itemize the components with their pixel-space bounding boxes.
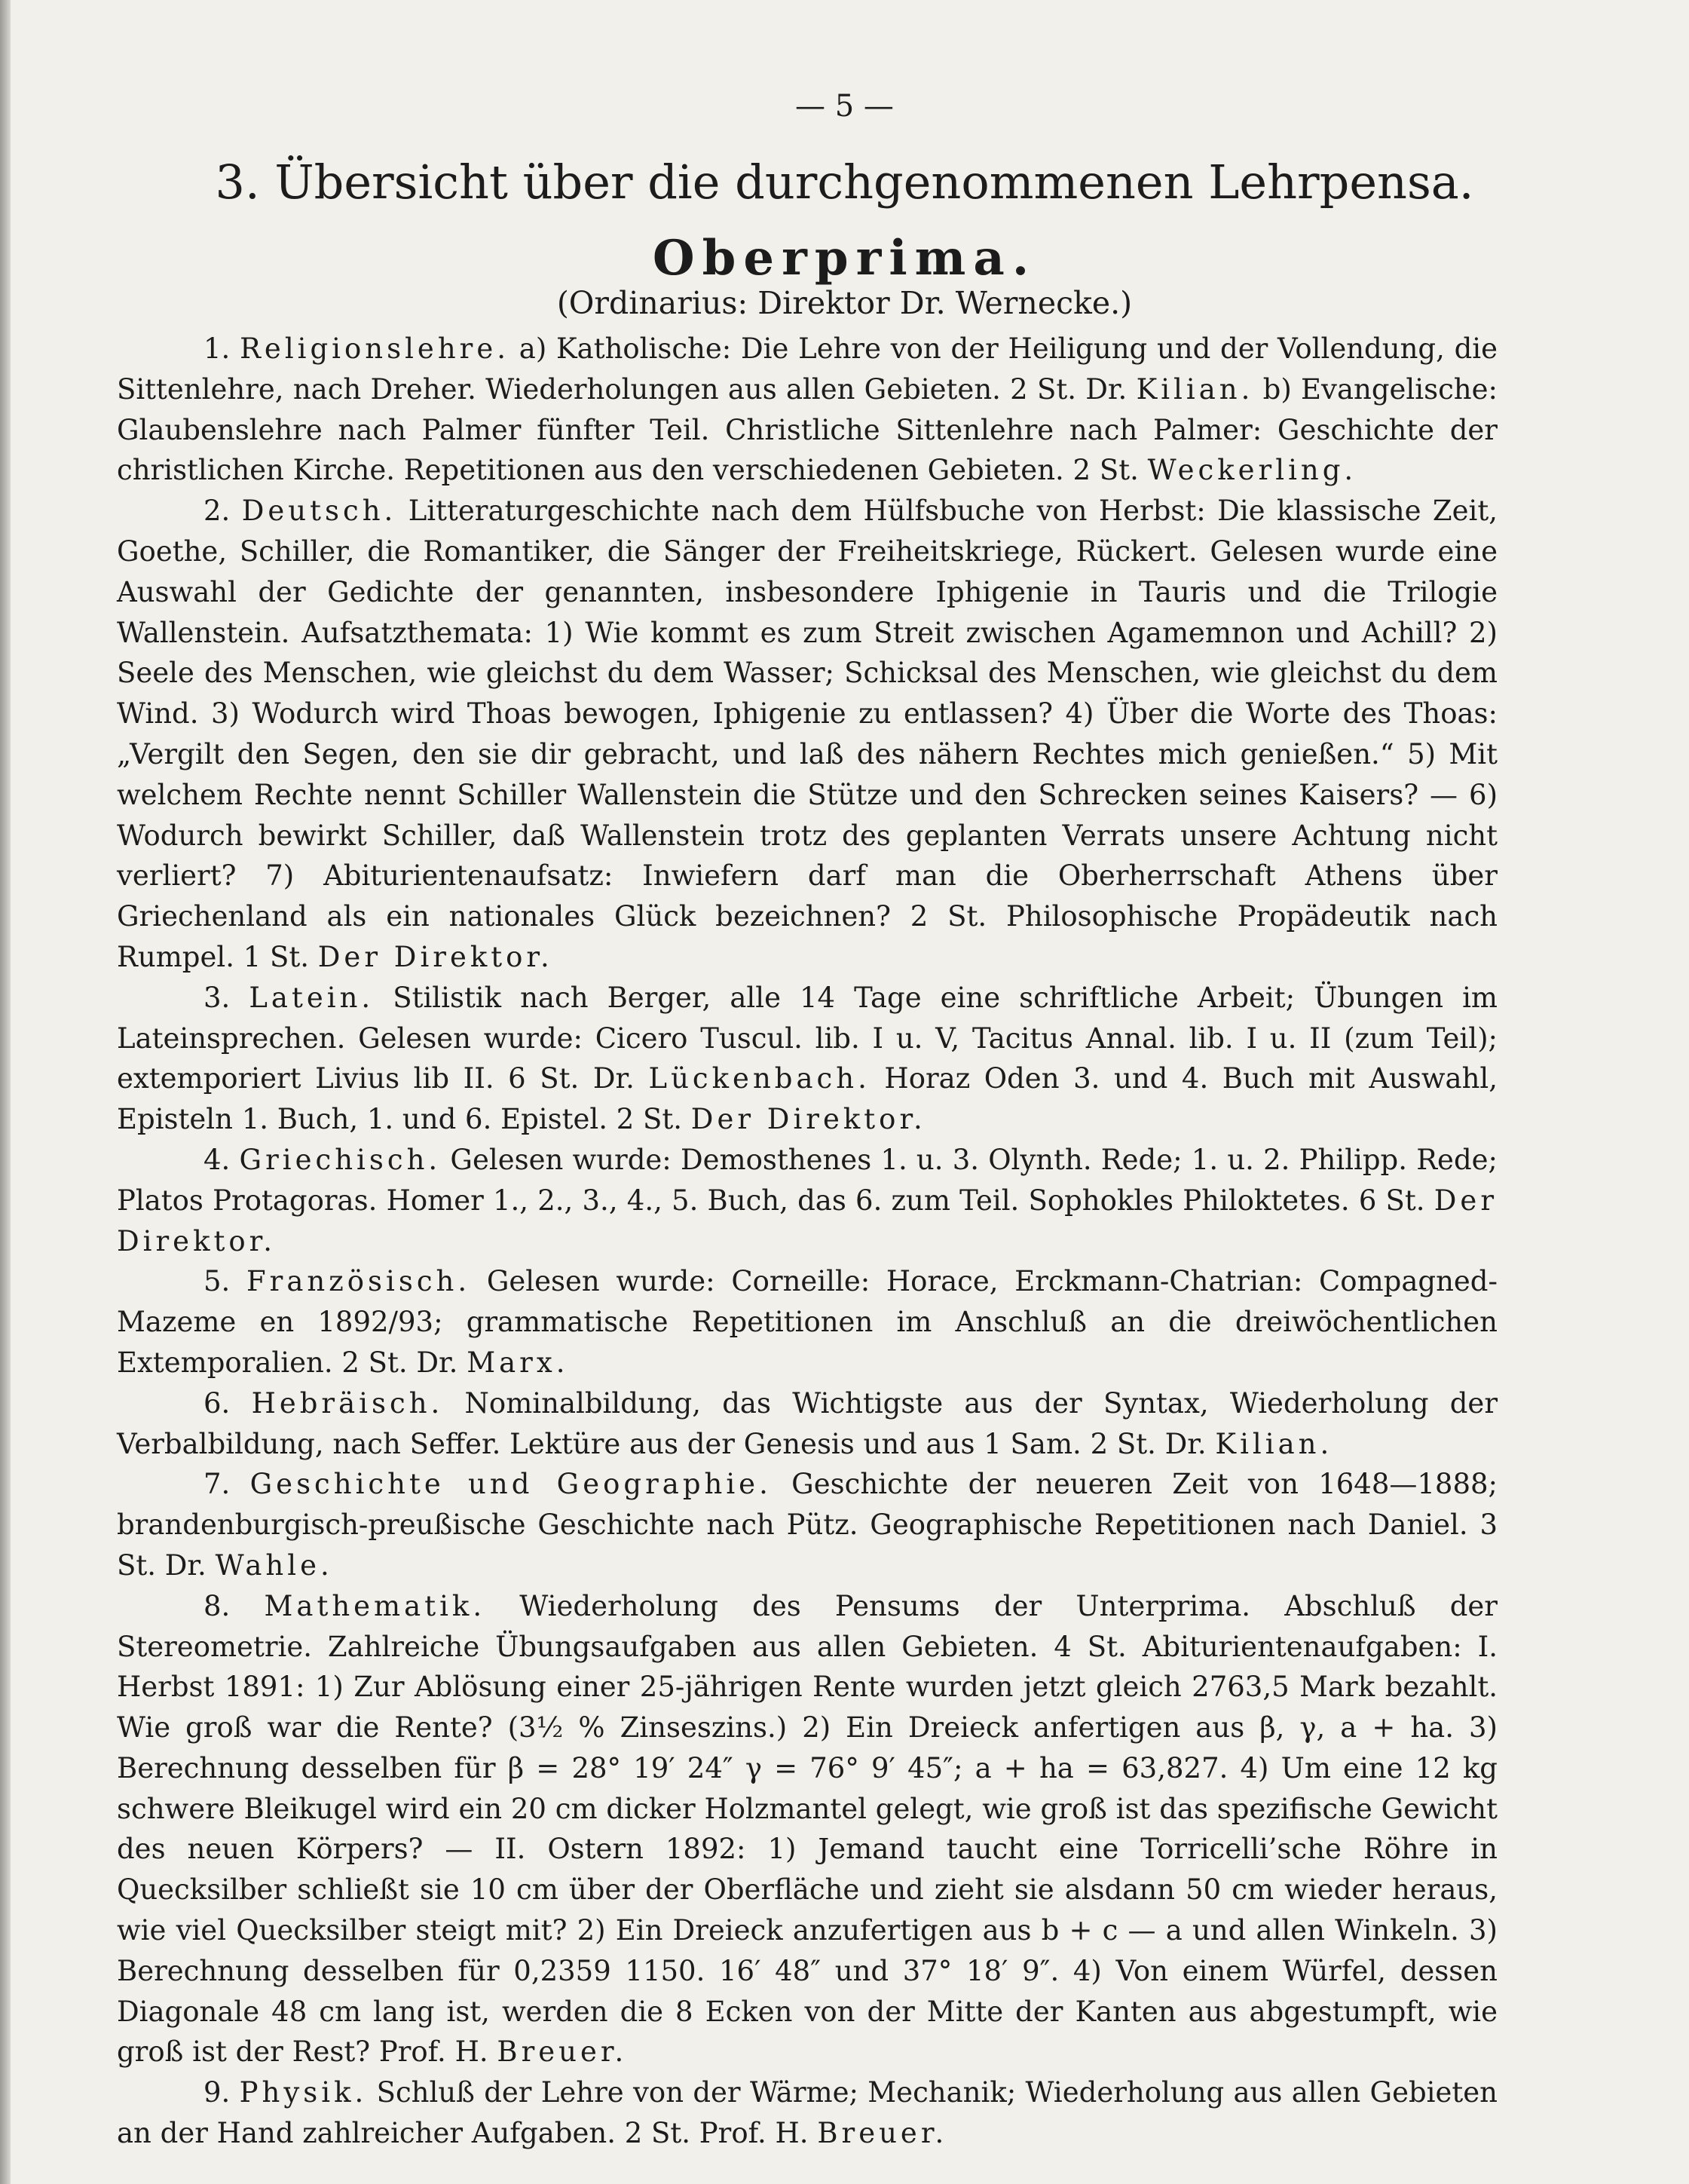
class-title: Oberprima. [652,230,1037,286]
lesson-subject: Mathematik. [264,1589,486,1622]
lesson-teacher: Der Direktor. [690,1103,926,1136]
lesson-paragraph [117,1140,1498,1261]
lesson-number: 4. [203,1143,231,1176]
lesson-subject: Französisch. [246,1265,471,1298]
lesson-teacher: Breuer. [497,2035,628,2069]
lesson-subject: Deutsch. [241,495,397,528]
lesson-number: 3. [203,981,231,1014]
lesson-number: 8. [203,1589,231,1622]
lesson-number: 1. [203,332,231,365]
lesson-paragraph [117,329,1498,491]
lesson-text: a) Katholische: Die Lehre von der Heiligung und der Vollendung, die Sittenlehre, nach Dreher. Wiederholungen aus allen Gebieten. 2 St. Dr. [117,332,1498,406]
lesson-text: Nominalbildung, das Wichtigste aus der Syntax, Wiederholung der Verbalbildung, nach Seffer. Lektüre aus der Genesis und aus 1 Sam. 2 St. Dr. [117,1386,1498,1460]
lesson-teacher: Kilian. [1215,1427,1333,1460]
lesson-number: 7. [203,1468,231,1501]
lesson-subject: Latein. [249,981,375,1014]
lesson-paragraph [117,2072,1498,2154]
lesson-teacher: Kilian. [1136,372,1254,406]
lesson-teacher: Weckerling. [1147,454,1357,487]
page-edge-shadow [0,0,11,2184]
lesson-number: 2. [203,495,231,528]
lesson-paragraph [117,1261,1498,1383]
lesson-text: Stilistik nach Berger, alle 14 Tage eine schriftliche Arbeit; Übungen im Lateinsprechen. Gelesen wurde: Cicero Tuscul. lib. I u. V, Tacitus Annal. lib. I u. II (zum Teil); extemporiert Livius lib II. 6 St. Dr. [117,981,1498,1095]
lesson-subject: Geschichte und Geographie. [249,1468,772,1501]
lesson-teacher: Marx. [467,1346,569,1379]
section-heading: 3. Übersicht über die durchgenommenen Lehrpensa. [215,155,1474,210]
lesson-text: Gelesen wurde: Demosthenes 1. u. 3. Olynth. Rede; 1. u. 2. Philipp. Rede; Platos Protagoras. Homer 1., 2., 3., 4., 5. Buch, das 6. zum Teil. Sophokles Philoktetes. 6 St. [117,1143,1498,1217]
lesson-paragraph [117,1464,1498,1585]
lesson-teacher: Wahle. [215,1548,333,1582]
lesson-teacher: Der Direktor. [317,940,553,973]
lesson-paragraph [117,1586,1498,2073]
lesson-text: Gelesen wurde: Corneille: Horace, Erckmann-Chatrian: Compagned-Mazeme en 1892/93; grammatische Repetitionen im Anschluß an die dreiwöchentlichen Extemporalien. 2 St. Dr. [117,1265,1498,1379]
lesson-teacher: Breuer. [817,2117,948,2150]
lesson-subject: Griechisch. [239,1143,442,1176]
lesson-number: 6. [203,1386,231,1420]
lesson-subject: Physik. [239,2076,368,2109]
lesson-text: Wiederholung des Pensums der Unterprima. Abschluß der Stereometrie. Zahlreiche Übungsaufgaben aus allen Gebieten. 4 St. Abiturientenaufgaben: I. Herbst 1891: 1) Zur Ablösung einer 25-jährigen Rente wurden jetzt gleich 2763,5 Mark bezahlt. Wie groß war die Rente? (3½ % Zinseszins.) 2) Ein Dreieck anfertigen aus β, γ, a + ha. 3) Berechnung desselben für β = 28° 19′ 24″ γ = 76° 9′ 45″; a + ha = 63,827. 4) Um eine 12 kg schwere Bleikugel wird ein 20 cm dicker Holzmantel gelegt, wie groß ist das spezifische Gewicht des neuen Körpers? — II. Ostern 1892: 1) Jemand taucht eine Torricelli’sche Röhre in Quecksilber schließt sie 10 cm über der Oberfläche und zieht sie alsdann 50 cm wieder heraus, wie viel Quecksilber steigt mit? 2) Ein Dreieck anzufertigen aus b + c — a und allen Winkeln. 3) Berechnung desselben für 0,2359 1150. 16′ 48″ und 37° 18′ 9″. 4) Von einem Würfel, dessen Diagonale 48 cm lang ist, werden die 8 Ecken von der Mitte der Kanten aus abgestumpft, wie groß ist der Rest? Prof. H. [117,1589,1498,2069]
lesson-text: b) Evangelische: Glaubenslehre nach Palmer fünfter Teil. Christliche Sittenlehre nach Palmer: Geschichte der christlichen Kirche. Repetitionen aus den verschiedenen Gebieten. 2 St. [117,372,1498,487]
lesson-subject: Hebräisch. [251,1386,444,1420]
page-number: — 5 — [795,89,894,124]
lesson-teacher: Lückenbach. [648,1062,871,1095]
lesson-paragraph [117,491,1498,978]
lesson-teacher: Der Direktor. [117,1184,1498,1257]
lesson-text: Schluß der Lehre von der Wärme; Mechanik; Wiederholung aus allen Gebieten an der Hand zahlreicher Aufgaben. 2 St. Prof. H. [117,2076,1498,2150]
lesson-paragraph [117,1383,1498,1465]
lesson-text: Horaz Oden 3. und 4. Buch mit Auswahl, Episteln 1. Buch, 1. und 6. Epistel. 2 St. [117,1062,1498,1136]
lesson-paragraph [117,978,1498,1140]
lesson-text: Litteraturgeschichte nach dem Hülfsbuche von Herbst: Die klassische Zeit, Goethe, Schiller, die Romantiker, die Sänger der Freiheitskriege, Rückert. Gelesen wurde eine Auswahl der Gedichte der genannten, insbesondere Iphigenie in Tauris und die Trilogie Wallenstein. Aufsatzthemata: 1) Wie kommt es zum Streit zwischen Agamemnon und Achill? 2) Seele des Menschen, wie gleichst du dem Wasser; Schicksal des Menschen, wie gleichst du dem Wind. 3) Wodurch wird Thoas bewogen, Iphigenie zu entlassen? 4) Über die Worte des Thoas: „Vergilt den Segen, den sie dir gebracht, und laß des nähern Rechtes mich genießen.“ 5) Mit welchem Rechte nennt Schiller Wallenstein die Stütze und den Schrecken seines Kaisers? — 6) Wodurch bewirkt Schiller, daß Wallenstein trotz des geplanten Verrats unsere Achtung nicht verliert? 7) Abiturientenaufsatz: Inwiefern darf man die Oberherrschaft Athens über Griechenland als ein nationales Glück bezeichnen? 2 St. Philosophische Propädeutik nach Rumpel. 1 St. [117,495,1498,973]
lesson-subject: Religionslehre. [240,332,510,365]
lesson-text: Geschichte der neueren Zeit von 1648—1888; brandenburgisch-preußische Geschichte nach Pütz. Geographische Repetitionen nach Daniel. 3 St. Dr. [117,1468,1498,1582]
lesson-list [117,329,1498,2154]
lesson-number: 9. [203,2076,231,2109]
ordinarius-line: (Ordinarius: Direktor Dr. Wernecke.) [556,285,1133,321]
lesson-number: 5. [203,1265,231,1298]
